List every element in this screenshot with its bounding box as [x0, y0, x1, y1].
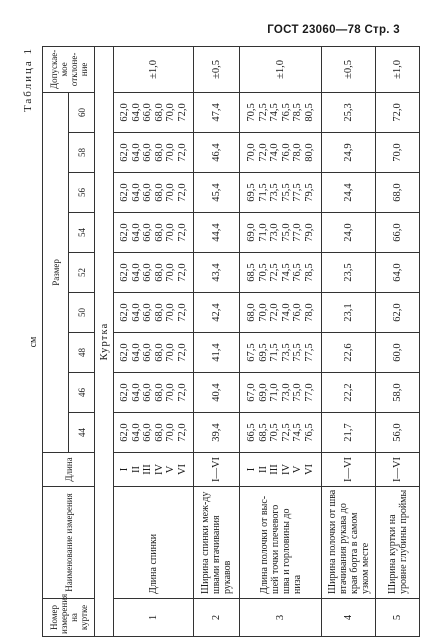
measure-value: 62,0 [119, 183, 130, 202]
measure-value: 78,5 [292, 103, 303, 122]
length-code: IV [280, 463, 292, 476]
header-tolerance: Допускае-мое отклоне-ние [43, 46, 95, 92]
table-body [95, 46, 420, 636]
measure-value: 64,0 [130, 143, 142, 162]
measure-value: 66,0 [142, 383, 153, 402]
measure-value: 24,9 [342, 143, 354, 162]
measure-value: 62,0 [119, 143, 130, 162]
section-row [95, 46, 114, 636]
measure-value: 62,0 [119, 423, 130, 442]
measure-value: 66,0 [142, 303, 153, 322]
measure-value: 42,4 [210, 303, 222, 322]
size-value-cell [194, 293, 240, 333]
header-measure-name: Наименование измерения [43, 487, 95, 599]
measure-number: 3 [240, 599, 322, 637]
measure-value: 72,0 [176, 223, 188, 242]
measure-value: 72,0 [176, 263, 188, 282]
length-code: II [257, 466, 269, 473]
measure-value: 70,0 [165, 183, 176, 202]
measure-value: 58,0 [391, 383, 403, 402]
length-cell [114, 453, 194, 487]
size-value-cell [240, 92, 322, 132]
measure-value: 74,5 [292, 423, 303, 442]
measure-value: 64,0 [130, 383, 142, 402]
measure-value: 69,0 [246, 223, 257, 242]
size-value-cell [322, 293, 376, 333]
measure-value: 74,5 [269, 103, 280, 122]
length-code: IV [153, 463, 165, 476]
measure-value: 68,0 [153, 383, 165, 402]
measure-value: 60,0 [391, 343, 403, 362]
measure-value: 43,4 [210, 263, 222, 282]
length-cell [240, 453, 322, 487]
measure-value: 69,5 [246, 183, 257, 202]
measure-value: 22,2 [342, 383, 354, 402]
measure-value: 72,0 [257, 143, 269, 162]
tolerance-value: ±0,5 [322, 46, 376, 92]
size-value-cell [194, 213, 240, 253]
size-header-48: 48 [69, 333, 95, 373]
measure-value: 62,0 [119, 103, 130, 122]
size-value-cell [240, 293, 322, 333]
measure-value: 71,0 [269, 383, 280, 402]
measure-value: 70,0 [246, 143, 257, 162]
measure-value: 62,0 [119, 303, 130, 322]
measure-value: 68,0 [246, 303, 257, 322]
size-header-44: 44 [69, 413, 95, 453]
measure-value: 71,5 [269, 343, 280, 362]
size-value-cell [194, 92, 240, 132]
measure-value: 67,5 [246, 343, 257, 362]
measure-value: 25,3 [342, 103, 354, 122]
measure-value: 66,0 [142, 103, 153, 122]
size-value-cell [376, 373, 420, 413]
measure-value: 74,0 [269, 143, 280, 162]
size-header-56: 56 [69, 173, 95, 213]
size-value-cell [376, 213, 420, 253]
size-value-cell [240, 253, 322, 293]
length-code: I—VI [342, 456, 354, 483]
measure-value: 76,5 [292, 263, 303, 282]
size-value-cell [194, 133, 240, 173]
size-value-cell [322, 253, 376, 293]
size-value-cell [376, 133, 420, 173]
size-value-cell [376, 413, 420, 453]
measure-value: 73,0 [269, 223, 280, 242]
size-value-cell [240, 373, 322, 413]
measure-value: 64,0 [130, 183, 142, 202]
measure-value: 74,0 [280, 303, 292, 322]
measure-value: 67,0 [246, 383, 257, 402]
size-value-cell [240, 133, 322, 173]
measure-value: 23,5 [342, 263, 354, 282]
size-value-cell [114, 173, 194, 213]
length-cell [322, 453, 376, 487]
measure-value: 62,0 [391, 303, 403, 322]
measure-value: 66,0 [142, 223, 153, 242]
measure-value: 41,4 [210, 343, 222, 362]
size-value-cell [194, 333, 240, 373]
measure-value: 71,5 [257, 183, 269, 202]
header-measure-number: Номер измерения на куртке [43, 599, 95, 637]
measure-value: 39,4 [210, 423, 222, 442]
measure-value: 68,0 [153, 303, 165, 322]
measure-value: 72,0 [176, 103, 188, 122]
measure-value: 64,0 [130, 423, 142, 442]
size-value-cell [376, 173, 420, 213]
measure-value: 44,4 [210, 223, 222, 242]
measure-value: 69,0 [257, 383, 269, 402]
unit-label: см [28, 336, 39, 348]
length-code: I [119, 467, 130, 472]
measure-value: 72,0 [391, 103, 403, 122]
measure-value: 64,0 [391, 263, 403, 282]
measure-value: 66,0 [142, 263, 153, 282]
measure-value: 72,0 [176, 343, 188, 362]
length-code: II [130, 466, 142, 473]
measure-value: 69,5 [257, 343, 269, 362]
measure-value: 70,0 [165, 383, 176, 402]
measure-value: 68,0 [153, 263, 165, 282]
measure-value: 78,0 [303, 303, 315, 322]
measure-value: 79,0 [303, 223, 315, 242]
measure-value: 45,4 [210, 183, 222, 202]
measure-value: 23,1 [342, 303, 354, 322]
size-value-cell [114, 92, 194, 132]
measure-value: 64,0 [130, 303, 142, 322]
length-code: I—VI [391, 456, 403, 483]
size-value-cell [322, 413, 376, 453]
size-header-60: 60 [69, 92, 95, 132]
size-value-cell [194, 413, 240, 453]
measure-value: 68,0 [153, 183, 165, 202]
measure-value: 70,5 [257, 263, 269, 282]
table-row [322, 46, 376, 636]
measure-value: 73,0 [280, 383, 292, 402]
length-cell [194, 453, 240, 487]
size-header-52: 52 [69, 253, 95, 293]
measure-value: 70,5 [246, 103, 257, 122]
table-row [240, 46, 322, 636]
measure-value: 24,0 [342, 223, 354, 242]
size-value-cell [114, 293, 194, 333]
document-reference: ГОСТ 23060—78 Стр. 3 [267, 24, 400, 36]
length-code: I—VI [210, 456, 222, 483]
measure-value: 62,0 [119, 263, 130, 282]
size-value-cell [376, 293, 420, 333]
measure-value: 66,0 [142, 143, 153, 162]
measure-value: 72,5 [269, 263, 280, 282]
rotated-table-page [20, 47, 409, 637]
measure-value: 66,0 [142, 183, 153, 202]
measure-value: 64,0 [130, 343, 142, 362]
measure-value: 70,0 [165, 223, 176, 242]
size-value-cell [322, 133, 376, 173]
size-value-cell [322, 92, 376, 132]
measure-value: 72,0 [176, 143, 188, 162]
measure-value: 77,5 [303, 343, 315, 362]
size-value-cell [322, 213, 376, 253]
size-value-cell [114, 413, 194, 453]
table-row [376, 46, 420, 636]
measure-value: 64,0 [130, 103, 142, 122]
length-code: III [269, 464, 280, 475]
measure-value: 72,5 [280, 423, 292, 442]
size-value-cell [376, 333, 420, 373]
measure-value: 22,6 [342, 343, 354, 362]
measure-value: 68,0 [153, 223, 165, 242]
table-row [114, 46, 194, 636]
measure-value: 76,5 [280, 103, 292, 122]
measure-value: 66,0 [391, 223, 403, 242]
size-header-54: 54 [69, 213, 95, 253]
measure-value: 78,5 [303, 263, 315, 282]
measure-value: 66,0 [142, 423, 153, 442]
measure-value: 62,0 [119, 343, 130, 362]
length-code: V [165, 465, 176, 474]
measure-value: 62,0 [119, 383, 130, 402]
measure-number: 1 [114, 599, 194, 637]
measure-value: 72,0 [176, 303, 188, 322]
size-header-50: 50 [69, 293, 95, 333]
size-value-cell [114, 253, 194, 293]
tolerance-value: ±1,0 [376, 46, 420, 92]
size-value-cell [194, 173, 240, 213]
measure-value: 46,4 [210, 143, 222, 162]
measure-value: 62,0 [119, 223, 130, 242]
measure-value: 70,0 [391, 143, 403, 162]
header-size: Размер [43, 92, 69, 452]
length-code: V [292, 465, 303, 474]
measure-number: 5 [376, 599, 420, 637]
measure-value: 75,5 [280, 183, 292, 202]
size-value-cell [194, 253, 240, 293]
size-value-cell [240, 213, 322, 253]
measure-value: 56,0 [391, 423, 403, 442]
measure-value: 80,5 [303, 103, 315, 122]
measure-value: 21,7 [342, 423, 354, 442]
size-value-cell [322, 373, 376, 413]
measure-value: 68,0 [391, 183, 403, 202]
measure-name: Длина полочки от выс-шей точки плечевого шва и горловины до низа [240, 487, 322, 599]
page-header [0, 0, 422, 44]
measure-number: 2 [194, 599, 240, 637]
size-value-cell [322, 173, 376, 213]
measure-value: 70,0 [165, 103, 176, 122]
measure-value: 64,0 [130, 263, 142, 282]
measure-value: 68,0 [153, 423, 165, 442]
measure-value: 72,5 [257, 103, 269, 122]
tolerance-value: ±1,0 [240, 46, 322, 92]
measure-value: 72,0 [269, 303, 280, 322]
size-value-cell [114, 373, 194, 413]
measure-value: 72,0 [176, 183, 188, 202]
measure-value: 73,5 [269, 183, 280, 202]
measure-value: 24,4 [342, 183, 354, 202]
header-length: Длина [43, 453, 95, 487]
size-value-cell [240, 333, 322, 373]
measure-value: 76,0 [292, 303, 303, 322]
length-code: III [142, 464, 153, 475]
measure-value: 40,4 [210, 383, 222, 402]
tolerance-value: ±1,0 [114, 46, 194, 92]
measure-value: 70,5 [269, 423, 280, 442]
measure-value: 64,0 [130, 223, 142, 242]
measure-value: 76,5 [303, 423, 315, 442]
size-value-cell [376, 253, 420, 293]
measure-value: 77,0 [303, 383, 315, 402]
measure-value: 76,0 [280, 143, 292, 162]
measure-value: 73,5 [280, 343, 292, 362]
size-header-46: 46 [69, 373, 95, 413]
measure-name: Ширина спинки меж-ду швами втачивания рукавов [194, 487, 240, 599]
measure-value: 71,0 [257, 223, 269, 242]
length-code: VI [176, 463, 188, 476]
measure-value: 77,5 [292, 183, 303, 202]
measure-value: 72,0 [176, 383, 188, 402]
measure-value: 79,5 [303, 183, 315, 202]
measure-value: 74,5 [280, 263, 292, 282]
measure-value: 66,5 [246, 423, 257, 442]
measure-value: 78,0 [292, 143, 303, 162]
measure-value: 72,0 [176, 423, 188, 442]
measure-value: 75,5 [292, 343, 303, 362]
size-value-cell [376, 92, 420, 132]
tolerance-value: ±0,5 [194, 46, 240, 92]
length-code: I [246, 467, 257, 472]
size-value-cell [240, 413, 322, 453]
measurement-table [42, 46, 420, 637]
measure-value: 75,0 [280, 223, 292, 242]
size-value-cell [194, 373, 240, 413]
measure-value: 68,0 [153, 343, 165, 362]
size-value-cell [322, 333, 376, 373]
size-value-cell [114, 133, 194, 173]
measure-value: 68,5 [246, 263, 257, 282]
size-value-cell [114, 213, 194, 253]
measure-value: 66,0 [142, 343, 153, 362]
section-label: Куртка [95, 46, 114, 636]
measure-number: 4 [322, 599, 376, 637]
measure-name: Ширина полочки от шва втачивания рукава до края борта в самом узком месте [322, 487, 376, 599]
table-row [194, 46, 240, 636]
measure-value: 80,0 [303, 143, 315, 162]
measure-name: Длина спинки [114, 487, 194, 599]
measure-value: 70,0 [165, 423, 176, 442]
size-value-cell [240, 173, 322, 213]
table-caption: Таблица 1 [22, 47, 34, 113]
measure-value: 70,0 [165, 303, 176, 322]
measure-value: 75,0 [292, 383, 303, 402]
measure-value: 68,5 [257, 423, 269, 442]
measure-value: 68,0 [153, 143, 165, 162]
measure-value: 47,4 [210, 103, 222, 122]
measure-value: 70,0 [257, 303, 269, 322]
measure-value: 77,0 [292, 223, 303, 242]
size-header-58: 58 [69, 133, 95, 173]
measure-value: 70,0 [165, 263, 176, 282]
measure-value: 68,0 [153, 103, 165, 122]
size-value-cell [114, 333, 194, 373]
length-cell [376, 453, 420, 487]
length-code: VI [303, 463, 315, 476]
measure-value: 70,0 [165, 343, 176, 362]
measure-name: Ширина куртки на уровне глубины проймы [376, 487, 420, 599]
measure-value: 70,0 [165, 143, 176, 162]
